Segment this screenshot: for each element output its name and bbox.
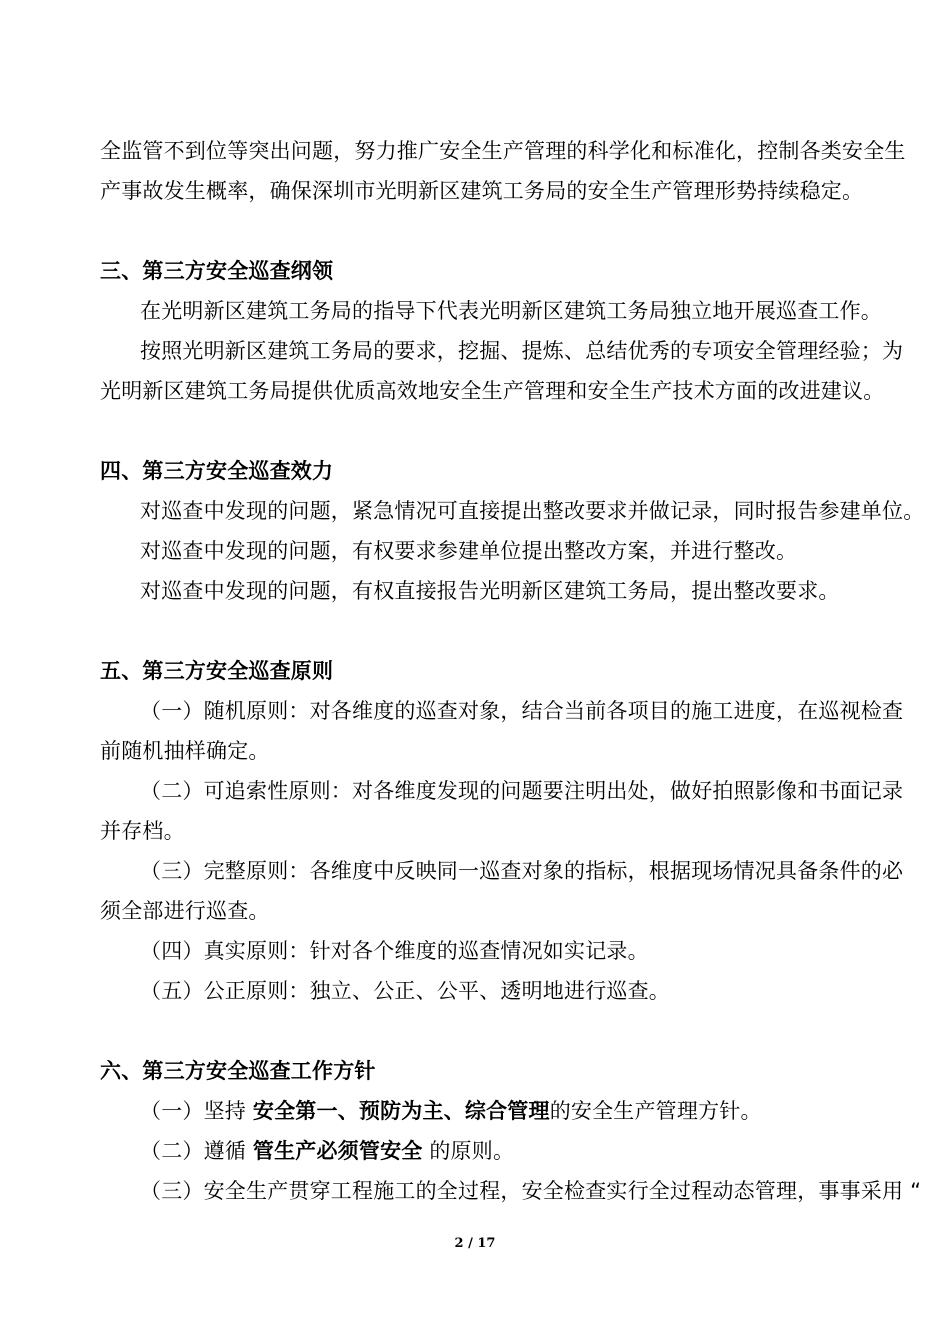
section-5-item-1-line-1: （一）随机原则：对各维度的巡查对象，结合当前各项目的施工进度，在巡视检查 (140, 699, 904, 723)
section-6-item-1 (140, 1098, 762, 1124)
intro-line-1: 全监管不到位等突出问题，努力推广安全生产管理的科学化和标准化，控制各类安全生 (100, 139, 906, 163)
section-4-heading: 四、第三方安全巡查效力 (100, 459, 334, 483)
section-6-item-1-emphasis: 安全第一、预防为主、综合管理 (252, 1099, 550, 1123)
section-5-heading: 五、第三方安全巡查原则 (100, 659, 334, 683)
section-5-item-2-line-2: 并存档。 (100, 819, 185, 843)
section-5-item-4: （四）真实原则：针对各个维度的巡查情况如实记录。 (140, 939, 649, 963)
section-6-item-2-emphasis: 管生产必须管安全 (252, 1139, 423, 1163)
page-number: 2 / 17 (454, 1236, 496, 1251)
section-3-heading: 三、第三方安全巡查纲领 (100, 259, 334, 283)
section-6-item-1-prefix: （一）坚持 (140, 1099, 253, 1123)
section-6-heading: 六、第三方安全巡查工作方针 (100, 1059, 376, 1083)
section-3-paragraph-1: 在光明新区建筑工务局的指导下代表光明新区建筑工务局独立地开展巡查工作。 (140, 299, 882, 323)
intro-line-2: 产事故发生概率，确保深圳市光明新区建筑工务局的安全生产管理形势持续稳定。 (100, 179, 864, 203)
section-3-paragraph-2-line-1: 按照光明新区建筑工务局的要求，挖掘、提炼、总结优秀的专项安全管理经验；为 (140, 339, 904, 363)
section-4-paragraph-3: 对巡查中发现的问题，有权直接报告光明新区建筑工务局，提出整改要求。 (140, 579, 840, 603)
section-4-paragraph-2: 对巡查中发现的问题，有权要求参建单位提出整改方案，并进行整改。 (140, 539, 798, 563)
section-5-item-1-line-2: 前随机抽样确定。 (100, 739, 270, 763)
section-5-item-3-line-1: （三）完整原则：各维度中反映同一巡查对象的指标，根据现场情况具备条件的必 (140, 859, 904, 883)
section-5-item-5: （五）公正原则：独立、公正、公平、透明地进行巡查。 (140, 979, 670, 1003)
section-5-item-3-line-2: 须全部进行巡查。 (100, 899, 270, 923)
section-6-item-2-suffix: 的原则。 (422, 1139, 515, 1163)
section-4-paragraph-1: 对巡查中发现的问题，紧急情况可直接提出整改要求并做记录，同时报告参建单位。 (140, 499, 925, 523)
section-6-item-2 (140, 1138, 514, 1164)
section-6-item-1-suffix: 的安全生产管理方针。 (549, 1099, 762, 1123)
section-3-paragraph-2-line-2: 光明新区建筑工务局提供优质高效地安全生产管理和安全生产技术方面的改进建议。 (100, 379, 885, 403)
section-6-item-2-prefix: （二）遵循 (140, 1139, 253, 1163)
section-5-item-2-line-1: （二）可追索性原则：对各维度发现的问题要注明出处，做好拍照影像和书面记录 (140, 779, 904, 803)
section-6-item-3: （三）安全生产贯穿工程施工的全过程，安全检查实行全过程动态管理，事事采用 “ (140, 1179, 922, 1203)
